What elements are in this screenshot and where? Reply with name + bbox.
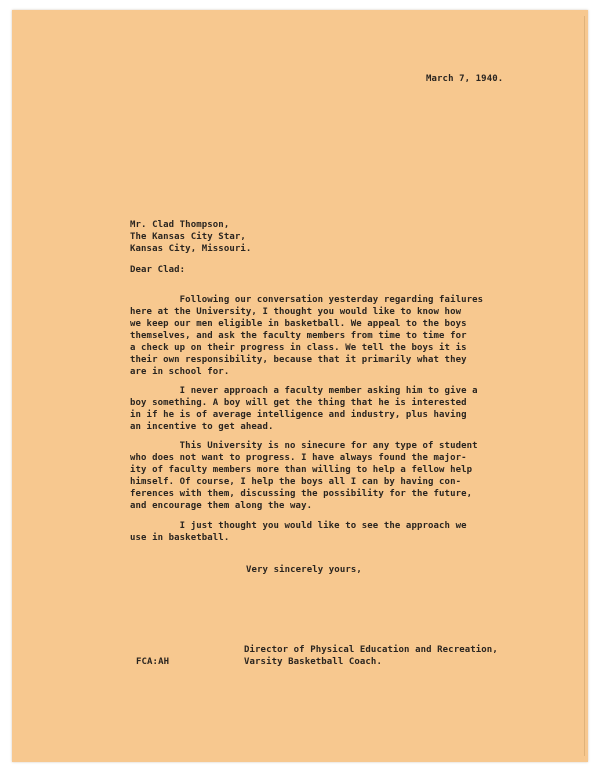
recipient-line: The Kansas City Star, xyxy=(130,232,246,242)
paragraph-line: are in school for. xyxy=(130,367,230,377)
signature-block xyxy=(244,644,498,668)
paragraph-3 xyxy=(130,440,478,512)
letter-date: March 7, 1940. xyxy=(426,74,504,84)
paragraph-line: I never approach a faculty member asking him to give a xyxy=(130,386,478,396)
paragraph-line: This University is no sinecure for any type of student xyxy=(130,441,478,451)
recipient-line: Kansas City, Missouri. xyxy=(130,244,252,254)
paragraph-line: in if he is of average intelligence and industry, plus having xyxy=(130,410,467,420)
recipient-line: Mr. Clad Thompson, xyxy=(130,220,230,230)
paragraph-line: himself. Of course, I help the boys all I can by having con- xyxy=(130,477,462,487)
salutation: Dear Clad: xyxy=(130,265,186,275)
paragraph-line: here at the University, I thought you would like to know how xyxy=(130,307,462,317)
paragraph-line: we keep our men eligible in basketball. We appeal to the boys xyxy=(130,319,467,329)
paragraph-line: use in basketball. xyxy=(130,533,230,543)
paragraph-line: Following our conversation yesterday regarding failures xyxy=(130,295,484,305)
complimentary-close: Very sincerely yours, xyxy=(246,565,362,575)
paragraph-line: an incentive to get ahead. xyxy=(130,422,274,432)
paragraph-line: a check up on their progress in class. We tell the boys it is xyxy=(130,343,467,353)
paragraph-line: their own responsibility, because that it primarily what they xyxy=(130,355,467,365)
paragraph-2 xyxy=(130,385,478,433)
paragraph-4 xyxy=(130,520,467,544)
paragraph-line: boy something. A boy will get the thing that he is interested xyxy=(130,398,467,408)
reference-initials: FCA:AH xyxy=(136,657,170,667)
signature-line: Varsity Basketball Coach. xyxy=(244,657,382,667)
paragraph-line: ferences with them, discussing the possibility for the future, xyxy=(130,489,473,499)
paragraph-1 xyxy=(130,294,483,378)
signature-line: Director of Physical Education and Recreation, xyxy=(244,645,498,655)
paragraph-line: who does not want to progress. I have always found the major- xyxy=(130,453,467,463)
paragraph-line: ity of faculty members more than willing to help a fellow help xyxy=(130,465,473,475)
paragraph-line: themselves, and ask the faculty members from time to time for xyxy=(130,331,467,341)
recipient-address xyxy=(130,219,251,255)
paragraph-line: and encourage them along the way. xyxy=(130,501,313,511)
paragraph-line: I just thought you would like to see the approach we xyxy=(130,521,467,531)
